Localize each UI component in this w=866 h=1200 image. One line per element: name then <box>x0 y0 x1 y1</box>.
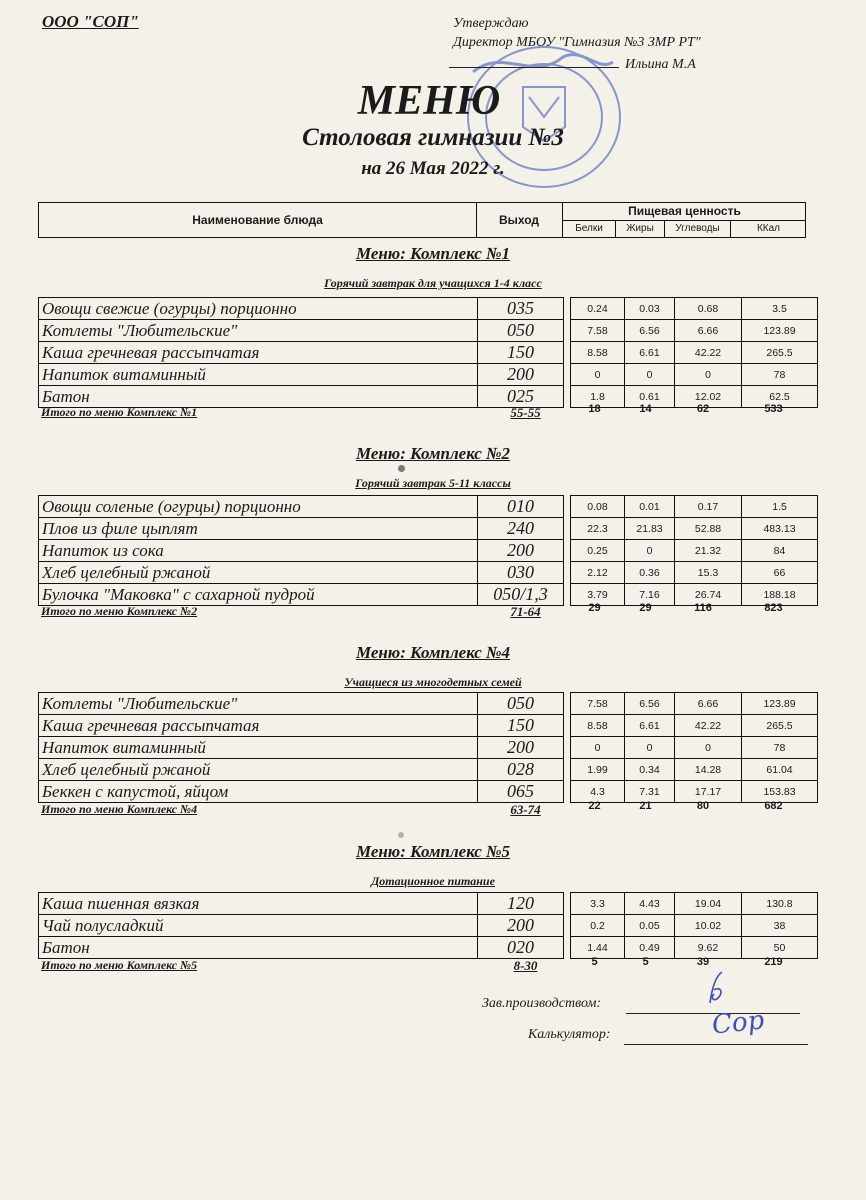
kcal-value: 50 <box>742 937 818 959</box>
kcal-value: 130.8 <box>742 893 818 915</box>
fat-value: 4.43 <box>625 893 675 915</box>
protein-value: 8.58 <box>571 715 625 737</box>
page-subtitle: Столовая гимназии №3 <box>302 124 564 151</box>
column-gap <box>564 737 571 759</box>
kcal-value: 123.89 <box>742 693 818 715</box>
fat-value: 6.56 <box>625 693 675 715</box>
total-kcal: 533 <box>764 403 783 415</box>
table-row <box>39 759 818 781</box>
fat-value: 6.61 <box>625 715 675 737</box>
total-row <box>38 604 806 620</box>
column-gap <box>564 693 571 715</box>
dish-output: 150 <box>478 715 564 737</box>
dish-output: 010 <box>478 496 564 518</box>
fat-value: 6.61 <box>625 342 675 364</box>
carbs-value: 42.22 <box>675 342 742 364</box>
dish-output: 240 <box>478 518 564 540</box>
menu-table <box>38 495 818 606</box>
column-gap <box>564 342 571 364</box>
carbs-value: 0.68 <box>675 298 742 320</box>
section-subtitle: Горячий завтрак для учащихся 1-4 класс <box>324 276 542 290</box>
menu-table <box>38 297 818 408</box>
dish-name: Чай полусладкий <box>39 915 478 937</box>
header-nutrition: Пищевая ценность <box>563 203 806 221</box>
kcal-value: 3.5 <box>742 298 818 320</box>
column-gap <box>564 540 571 562</box>
total-output: 63-74 <box>510 802 541 817</box>
header-dish: Наименование блюда <box>39 203 477 237</box>
carbs-value: 10.02 <box>675 915 742 937</box>
fat-value: 0.03 <box>625 298 675 320</box>
dish-name: Овощи свежие (огурцы) порционно <box>39 298 478 320</box>
table-row <box>39 562 818 584</box>
carbs-value: 19.04 <box>675 893 742 915</box>
carbs-value: 17.17 <box>675 781 742 803</box>
table-row <box>39 298 818 320</box>
dish-output: 035 <box>478 298 564 320</box>
director-title: Директор МБОУ "Гимназия №3 ЗМР РТ" <box>453 35 701 50</box>
dish-name: Напиток витаминный <box>39 737 478 759</box>
carbs-value: 0.17 <box>675 496 742 518</box>
section-subtitle: Учащиеся из многодетных семей <box>344 675 522 689</box>
protein-value: 7.58 <box>571 320 625 342</box>
column-gap <box>564 715 571 737</box>
protein-value: 1.99 <box>571 759 625 781</box>
table-row <box>39 342 818 364</box>
dish-output: 050 <box>478 320 564 342</box>
protein-value: 7.58 <box>571 693 625 715</box>
page-title: МЕНЮ <box>357 78 501 124</box>
table-row <box>39 540 818 562</box>
protein-value: 8.58 <box>571 342 625 364</box>
fat-value: 0.61 <box>625 386 675 408</box>
menu-table <box>38 692 818 803</box>
dish-output: 025 <box>478 386 564 408</box>
production-head-label: Зав.производством: <box>482 996 602 1011</box>
dish-name: Каша гречневая рассыпчатая <box>39 715 478 737</box>
kcal-value: 153.83 <box>742 781 818 803</box>
column-gap <box>564 496 571 518</box>
total-fat: 21 <box>639 800 652 812</box>
dish-name: Хлеб целебный ржаной <box>39 759 478 781</box>
table-row <box>39 364 818 386</box>
carbs-value: 6.66 <box>675 320 742 342</box>
dish-output: 030 <box>478 562 564 584</box>
table-row <box>39 715 818 737</box>
dish-output: 150 <box>478 342 564 364</box>
total-carbs: 39 <box>696 956 710 968</box>
total-output: 71-64 <box>510 604 541 619</box>
fat-value: 0.34 <box>625 759 675 781</box>
total-protein: 22 <box>588 800 601 812</box>
protein-value: 1.8 <box>571 386 625 408</box>
carbs-value: 21.32 <box>675 540 742 562</box>
table-row <box>39 737 818 759</box>
kcal-value: 483.13 <box>742 518 818 540</box>
carbs-value: 15.3 <box>675 562 742 584</box>
header-kcal: ККал <box>756 223 781 234</box>
total-row <box>38 958 806 974</box>
dish-name: Батон <box>39 386 478 408</box>
table-header <box>38 202 806 238</box>
carbs-value: 0 <box>675 737 742 759</box>
fat-value: 0 <box>625 737 675 759</box>
column-gap <box>564 893 571 915</box>
company-name: ООО "СОП" <box>42 12 139 31</box>
total-protein: 18 <box>588 403 601 415</box>
section-title: Меню: Комплекс №2 <box>355 444 511 463</box>
fat-value: 6.56 <box>625 320 675 342</box>
dish-output: 200 <box>478 915 564 937</box>
fat-value: 0.05 <box>625 915 675 937</box>
protein-value: 3.79 <box>571 584 625 606</box>
kcal-value: 38 <box>742 915 818 937</box>
total-kcal: 823 <box>764 602 783 614</box>
carbs-value: 0 <box>675 364 742 386</box>
protein-value: 0 <box>571 737 625 759</box>
carbs-value: 42.22 <box>675 715 742 737</box>
total-label: Итого по меню Комплекс №5 <box>41 958 198 972</box>
dish-name: Беккен с капустой, яйцом <box>39 781 478 803</box>
dish-name: Каша пшенная вязкая <box>39 893 478 915</box>
total-protein: 5 <box>591 956 598 968</box>
section-title: Меню: Комплекс №5 <box>355 842 511 861</box>
section-subtitle: Горячий завтрак 5-11 классы <box>355 476 511 490</box>
fat-value: 0.01 <box>625 496 675 518</box>
kcal-value: 188.18 <box>742 584 818 606</box>
total-fat: 29 <box>639 602 652 614</box>
protein-value: 0.2 <box>571 915 625 937</box>
carbs-value: 6.66 <box>675 693 742 715</box>
total-output: 8-30 <box>513 958 538 973</box>
total-row <box>38 802 806 818</box>
fat-value: 0 <box>625 364 675 386</box>
column-gap <box>564 518 571 540</box>
kcal-value: 61.04 <box>742 759 818 781</box>
dish-name: Хлеб целебный ржаной <box>39 562 478 584</box>
total-output: 55-55 <box>510 405 541 420</box>
dish-name: Котлеты "Любительские" <box>39 320 478 342</box>
dish-output: 050/1,3 <box>478 584 564 606</box>
column-gap <box>564 364 571 386</box>
total-kcal: 682 <box>764 800 783 812</box>
fat-value: 21.83 <box>625 518 675 540</box>
column-gap <box>564 320 571 342</box>
header-carbs: Углеводы <box>665 221 731 237</box>
table-row <box>39 496 818 518</box>
dish-output: 120 <box>478 893 564 915</box>
kcal-value: 66 <box>742 562 818 584</box>
protein-value: 2.12 <box>571 562 625 584</box>
table-row <box>39 693 818 715</box>
calculator-label: Калькулятор: <box>528 1027 611 1042</box>
total-carbs: 116 <box>694 602 712 614</box>
calculator-signature: Сор <box>710 1005 766 1041</box>
fat-value: 0.36 <box>625 562 675 584</box>
total-kcal: 219 <box>764 956 783 968</box>
calculator-signature-line <box>624 1044 808 1045</box>
total-protein: 29 <box>588 602 601 614</box>
menu-date: на 26 Мая 2022 г. <box>361 158 505 179</box>
protein-value: 1.44 <box>571 937 625 959</box>
protein-value: 0 <box>571 364 625 386</box>
protein-value: 4.3 <box>571 781 625 803</box>
total-fat: 14 <box>639 403 652 415</box>
dish-output: 200 <box>478 364 564 386</box>
carbs-value: 14.28 <box>675 759 742 781</box>
scan-speck <box>398 832 404 838</box>
menu-table <box>38 892 818 959</box>
dish-output: 200 <box>478 540 564 562</box>
dish-output: 050 <box>478 693 564 715</box>
protein-value: 0.24 <box>571 298 625 320</box>
total-label: Итого по меню Комплекс №1 <box>41 405 198 419</box>
table-row <box>39 320 818 342</box>
column-gap <box>564 298 571 320</box>
section-title: Меню: Комплекс №4 <box>355 643 511 662</box>
dish-output: 065 <box>478 781 564 803</box>
dish-name: Батон <box>39 937 478 959</box>
total-row <box>38 405 806 421</box>
carbs-value: 26.74 <box>675 584 742 606</box>
kcal-value: 265.5 <box>742 715 818 737</box>
table-row <box>39 893 818 915</box>
dish-output: 028 <box>478 759 564 781</box>
kcal-value: 265.5 <box>742 342 818 364</box>
protein-value: 0.25 <box>571 540 625 562</box>
carbs-value: 52.88 <box>675 518 742 540</box>
section-subtitle: Дотационное питание <box>371 874 495 888</box>
fat-value: 7.31 <box>625 781 675 803</box>
table-row <box>39 518 818 540</box>
total-carbs: 62 <box>696 403 710 415</box>
dish-name: Напиток из сока <box>39 540 478 562</box>
fat-value: 0.49 <box>625 937 675 959</box>
kcal-value: 1.5 <box>742 496 818 518</box>
carbs-value: 12.02 <box>675 386 742 408</box>
scan-speck <box>398 465 405 472</box>
dish-name: Каша гречневая рассыпчатая <box>39 342 478 364</box>
total-fat: 5 <box>642 956 649 968</box>
kcal-value: 78 <box>742 737 818 759</box>
dish-name: Овощи соленые (огурцы) порционно <box>39 496 478 518</box>
total-label: Итого по меню Комплекс №4 <box>41 802 198 816</box>
section-title: Меню: Комплекс №1 <box>355 244 511 263</box>
column-gap <box>564 915 571 937</box>
kcal-value: 123.89 <box>742 320 818 342</box>
production-head-signature <box>700 968 730 1008</box>
total-label: Итого по меню Комплекс №2 <box>41 604 198 618</box>
carbs-value: 9.62 <box>675 937 742 959</box>
protein-value: 0.08 <box>571 496 625 518</box>
column-gap <box>564 562 571 584</box>
director-signature-line <box>449 53 619 68</box>
header-fat: Жиры <box>616 221 665 237</box>
fat-value: 7.16 <box>625 584 675 606</box>
protein-value: 22.3 <box>571 518 625 540</box>
fat-value: 0 <box>625 540 675 562</box>
protein-value: 3.3 <box>571 893 625 915</box>
header-output: Выход <box>476 203 563 237</box>
total-carbs: 80 <box>696 800 710 812</box>
director-name: Ильина М.А <box>625 57 696 72</box>
column-gap <box>564 759 571 781</box>
dish-output: 200 <box>478 737 564 759</box>
dish-name: Булочка "Маковка" с сахарной пудрой <box>39 584 478 606</box>
table-row <box>39 915 818 937</box>
approval-block <box>453 14 701 74</box>
kcal-value: 84 <box>742 540 818 562</box>
header-protein: Белки <box>563 221 616 237</box>
dish-name: Напиток витаминный <box>39 364 478 386</box>
approve-label: Утверждаю <box>453 16 529 31</box>
dish-name: Плов из филе цыплят <box>39 518 478 540</box>
kcal-value: 78 <box>742 364 818 386</box>
kcal-value: 62.5 <box>742 386 818 408</box>
dish-name: Котлеты "Любительские" <box>39 693 478 715</box>
dish-output: 020 <box>478 937 564 959</box>
